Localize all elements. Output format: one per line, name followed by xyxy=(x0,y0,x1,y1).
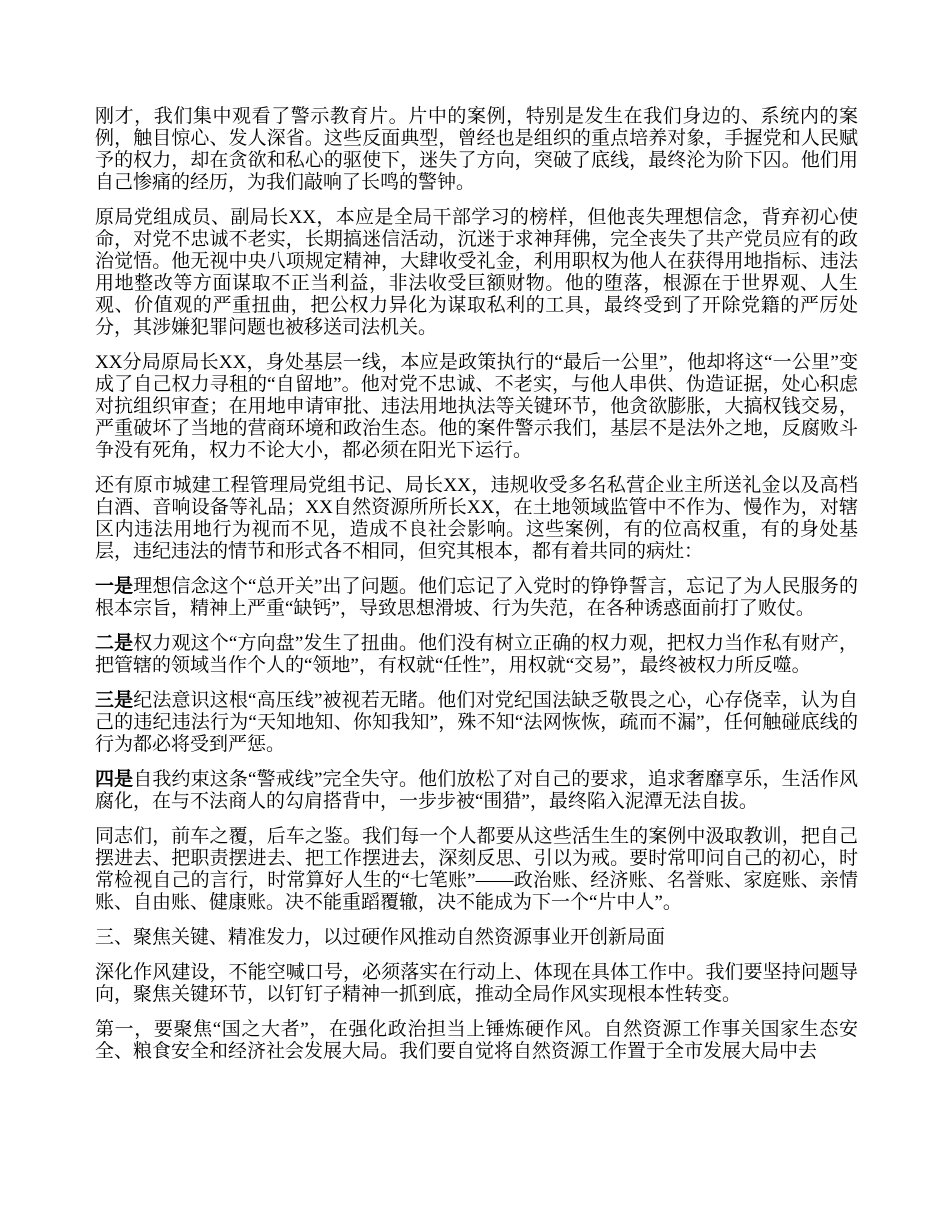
point-2-lead: 二是 xyxy=(95,633,134,654)
point-2-text: 权力观这个“方向盘”发生了扭曲。他们没有树立正确的权力观，把权力当作私有财产，把管辖的领域当作个人的“领地”，有权就“任性”，用权就“交易”，最终被权力所反噬。 xyxy=(95,633,858,676)
paragraph-case-branch-director: XX分局原局长XX，身处基层一线，本应是政策执行的“最后一公里”，他却将这“一公里”变成了自己权力寻租的“自留地”。他对党不忠诚、不老实，与他人串供、伪造证据，处心积虑对抗组织审查；在用地申请审批、违法用地执法等关键环节，他贪欲膨胀，大搞权钱交易，严重破坏了当地的营商环境和政治生态。他的案件警示我们，基层不是法外之地，反腐败斗争没有死角，权力不论大小，都必须在阳光下运行。 xyxy=(95,352,858,461)
paragraph-point-3 xyxy=(95,690,858,756)
point-1-text: 理想信念这个“总开关”出了问题。他们忘记了入党时的铮铮誓言，忘记了为人民服务的根本宗旨，精神上严重“缺钙”，导致思想滑坡、行为失范，在各种诱惑面前打了败仗。 xyxy=(95,576,858,619)
point-4-lead: 四是 xyxy=(95,769,134,790)
paragraph-first-focus: 第一，要聚焦“国之大者”，在强化政治担当上锤炼硬作风。自然资源工作事关国家生态安全、粮食安全和经济社会发展大局。我们要自觉将自然资源工作置于全市发展大局中去 xyxy=(95,1019,858,1062)
paragraph-comrades-lesson: 同志们，前车之覆，后车之鉴。我们每一个人都要从这些活生生的案例中汲取教训，把自己摆进去、把职责摆进去、把工作摆进去，深刻反思、引以为戒。要时常叩问自己的初心，时常检视自己的言行，时常算好人生的“七笔账”——政治账、经济账、名誉账、家庭账、亲情账、自由账、健康账。决不能重蹈覆辙，决不能成为下一个“片中人”。 xyxy=(95,826,858,913)
section-heading-three: 三、聚焦关键、精准发力，以过硬作风推动自然资源事业开创新局面 xyxy=(95,927,666,948)
paragraph-point-4 xyxy=(95,769,858,813)
document-page xyxy=(95,106,858,1076)
paragraph-work-style: 深化作风建设，不能空喊口号，必须落实在行动上、体现在具体工作中。我们要坚持问题导向，聚焦关键环节，以钉钉子精神一抓到底，推动全局作风实现根本性转变。 xyxy=(95,962,858,1005)
point-3-lead: 三是 xyxy=(95,690,134,711)
point-4-text: 自我约束这条“警戒线”完全失守。他们放松了对自己的要求，追求奢靡享乐，生活作风腐化，在与不法商人的勾肩搭背中，一步步被“围猎”，最终陷入泥潭无法自拔。 xyxy=(95,769,858,812)
paragraph-intro: 刚才，我们集中观看了警示教育片。片中的案例，特别是发生在我们身边的、系统内的案例，触目惊心、发人深省。这些反面典型，曾经也是组织的重点培养对象，手握党和人民赋予的权力，却在贪欲和私心的驱使下，迷失了方向，突破了底线，最终沦为阶下囚。他们用自己惨痛的经历，为我们敲响了长鸣的警钟。 xyxy=(95,106,858,193)
paragraph-point-1 xyxy=(95,576,858,620)
paragraph-point-2 xyxy=(95,633,858,677)
paragraph-case-deputy-director: 原局党组成员、副局长XX，本应是全局干部学习的榜样，但他丧失理想信念，背弃初心使命，对党不忠诚不老实，长期搞迷信活动，沉迷于求神拜佛，完全丧失了共产党员应有的政治觉悟。他无视中央八项规定精神，大肆收受礼金，利用职权为他人在获得用地指标、违法用地整改等方面谋取不正当利益，非法收受巨额财物。他的堕落，根源在于世界观、人生观、价值观的严重扭曲，把公权力异化为谋取私利的工具，最终受到了开除党籍的严厉处分，其涉嫌犯罪问题也被移送司法机关。 xyxy=(95,207,858,338)
point-3-text: 纪法意识这根“高压线”被视若无睹。他们对党纪国法缺乏敬畏之心，心存侥幸，认为自己的违纪违法行为“天知地知、你知我知”，殊不知“法网恢恢，疏而不漏”，任何触碰底线的行为都必将受到严惩。 xyxy=(95,690,858,755)
point-1-lead: 一是 xyxy=(95,576,134,597)
paragraph-case-other-officials: 还有原市城建工程管理局党组书记、局长XX，违规收受多名私营企业主所送礼金以及高档白酒、音响设备等礼品；XX自然资源所所长XX，在土地领域监管中不作为、慢作为，对辖区内违法用地行为视而不见，造成不良社会影响。这些案例，有的位高权重，有的身处基层，违纪违法的情节和形式各不相同，但究其根本，都有着共同的病灶： xyxy=(95,475,858,562)
